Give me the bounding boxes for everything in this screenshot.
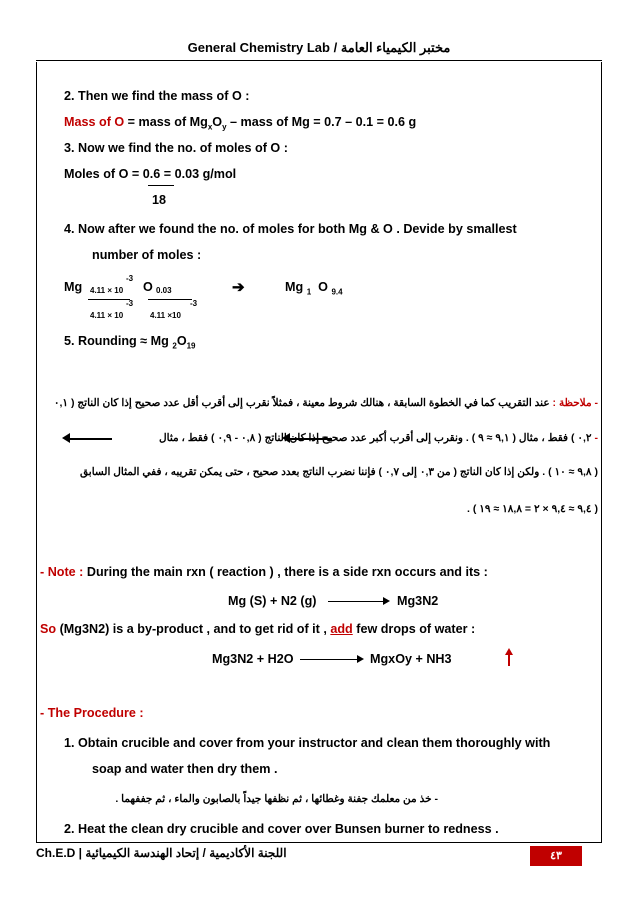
- reaction2-left: Mg3N2 + H2O: [212, 652, 294, 666]
- step4-o: O: [143, 280, 153, 294]
- gas-up-arrow-stem: [508, 654, 510, 666]
- mg-exp: -3: [126, 274, 134, 283]
- procedure-title: - The Procedure :: [40, 706, 144, 720]
- step3-equation: Moles of O = 0.6 = 0.03 g/mol: [64, 167, 237, 181]
- arrow-line: [288, 438, 332, 440]
- reaction1-right: Mg3N2: [397, 594, 439, 608]
- arrow-left-icon: [282, 433, 290, 443]
- o-moles: 0.03: [156, 286, 172, 295]
- note-line: - Note : During the main rxn ( reaction ) , there is a side rxn occurs and its :: [40, 565, 488, 579]
- fraction-bar: [148, 185, 174, 186]
- fraction-bar: [148, 299, 192, 300]
- den1: 4.11 × 10: [90, 311, 124, 320]
- step2-equation: Mass of O = mass of $Mg_xO_y$ – mass of Mg = 0.7 – 0.1 = 0.6 g: [64, 115, 417, 132]
- reaction-arrow-icon: [357, 655, 364, 663]
- footer-rule: [36, 842, 602, 843]
- den2: 4.11 ×10: [150, 311, 181, 320]
- arabic-note-line4: ( ٩,٤ ≈ ٩,٤ × ٢ = ١٨,٨ ≈ ١٩ ) .: [467, 503, 598, 515]
- step4-mg: Mg: [64, 280, 83, 294]
- procedure-step2: 2. Heat the clean dry crucible and cover over Bunsen burner to redness .: [64, 822, 499, 836]
- den1-exp: -3: [126, 299, 134, 308]
- procedure-step1-arabic: - خذ من معلمك جفنة وغطائها ، ثم نظفها جيداً بالصابون والماء ، ثم جففهما .: [115, 793, 438, 805]
- step2-title: 2. Then we find the mass of O :: [64, 89, 250, 103]
- den2-exp: -3: [190, 299, 198, 308]
- header-rule: [36, 60, 602, 61]
- step3-denominator: 18: [152, 193, 167, 207]
- reaction-arrow-line: [300, 659, 358, 660]
- reaction-arrow-line: [328, 601, 384, 602]
- procedure-step1-line2: soap and water then dry them .: [92, 762, 278, 776]
- arrow-line: [68, 438, 112, 440]
- step3-title: 3. Now we find the no. of moles of O :: [64, 141, 288, 155]
- arrow-left-icon: [62, 433, 70, 443]
- so-line: So (Mg3N2) is a by-product , and to get rid of it , add few drops of water :: [40, 622, 476, 636]
- procedure-step1-line1: 1. Obtain crucible and cover from your instructor and clean them thoroughly with: [64, 736, 551, 750]
- reaction-arrow-icon: [383, 597, 390, 605]
- step5-rounding: 5. Rounding ≈ Mg $_2O_{19}$: [64, 334, 196, 351]
- footer-credit: Ch.E.D | اللجنة الأكاديمية / إتحاد الهندسة الكيميائية: [36, 846, 287, 860]
- fraction-bar: [88, 299, 130, 300]
- arabic-note-line3: ( ٩,٨ ≈ ١٠ ) . ولكن إذا كان الناتج ( من ٠,٣ إلى ٠,٧ ) فإننا نضرب الناتج بعدد صحيح ، حتى يمكن تقريبه ، ففي المثال السابق: [80, 466, 598, 478]
- reaction2-right: MgxOy + NH3: [370, 652, 452, 666]
- mass-of-o-label: Mass of O: [64, 115, 125, 129]
- mg-moles: 4.11 × 10: [90, 286, 124, 295]
- page-header: General Chemistry Lab / مختبر الكيمياء العامة: [187, 40, 451, 55]
- reaction1-left: Mg (S) + N2 (g): [228, 594, 317, 608]
- arabic-note-line2: - ٠,٢ ) فقط ، مثال ( ٩,١ ≈ ٩ ) . ونقرب إلى أقرب أكبر عدد صحيح إذا كان الناتج ( ٠,٨ - ٠,٩ ) فقط ، مثال: [159, 432, 598, 444]
- arabic-note-line1: - ملاحظة : عند التقريب كما في الخطوة السابقة ، هنالك شروط معينة ، فمثلاً نقرب إلى أقرب أقل عدد صحيح إذا كان الناتج ( ٠,١: [53, 397, 598, 409]
- arrow-right-icon: ➔: [232, 279, 245, 296]
- step4-line2: number of moles :: [92, 248, 202, 262]
- page-number: ٤٣: [530, 846, 582, 866]
- step4-result: Mg $_1$ O $_{9.4}$: [285, 280, 343, 297]
- step4-line1: 4. Now after we found the no. of moles for both Mg & O . Devide by smallest: [64, 222, 517, 236]
